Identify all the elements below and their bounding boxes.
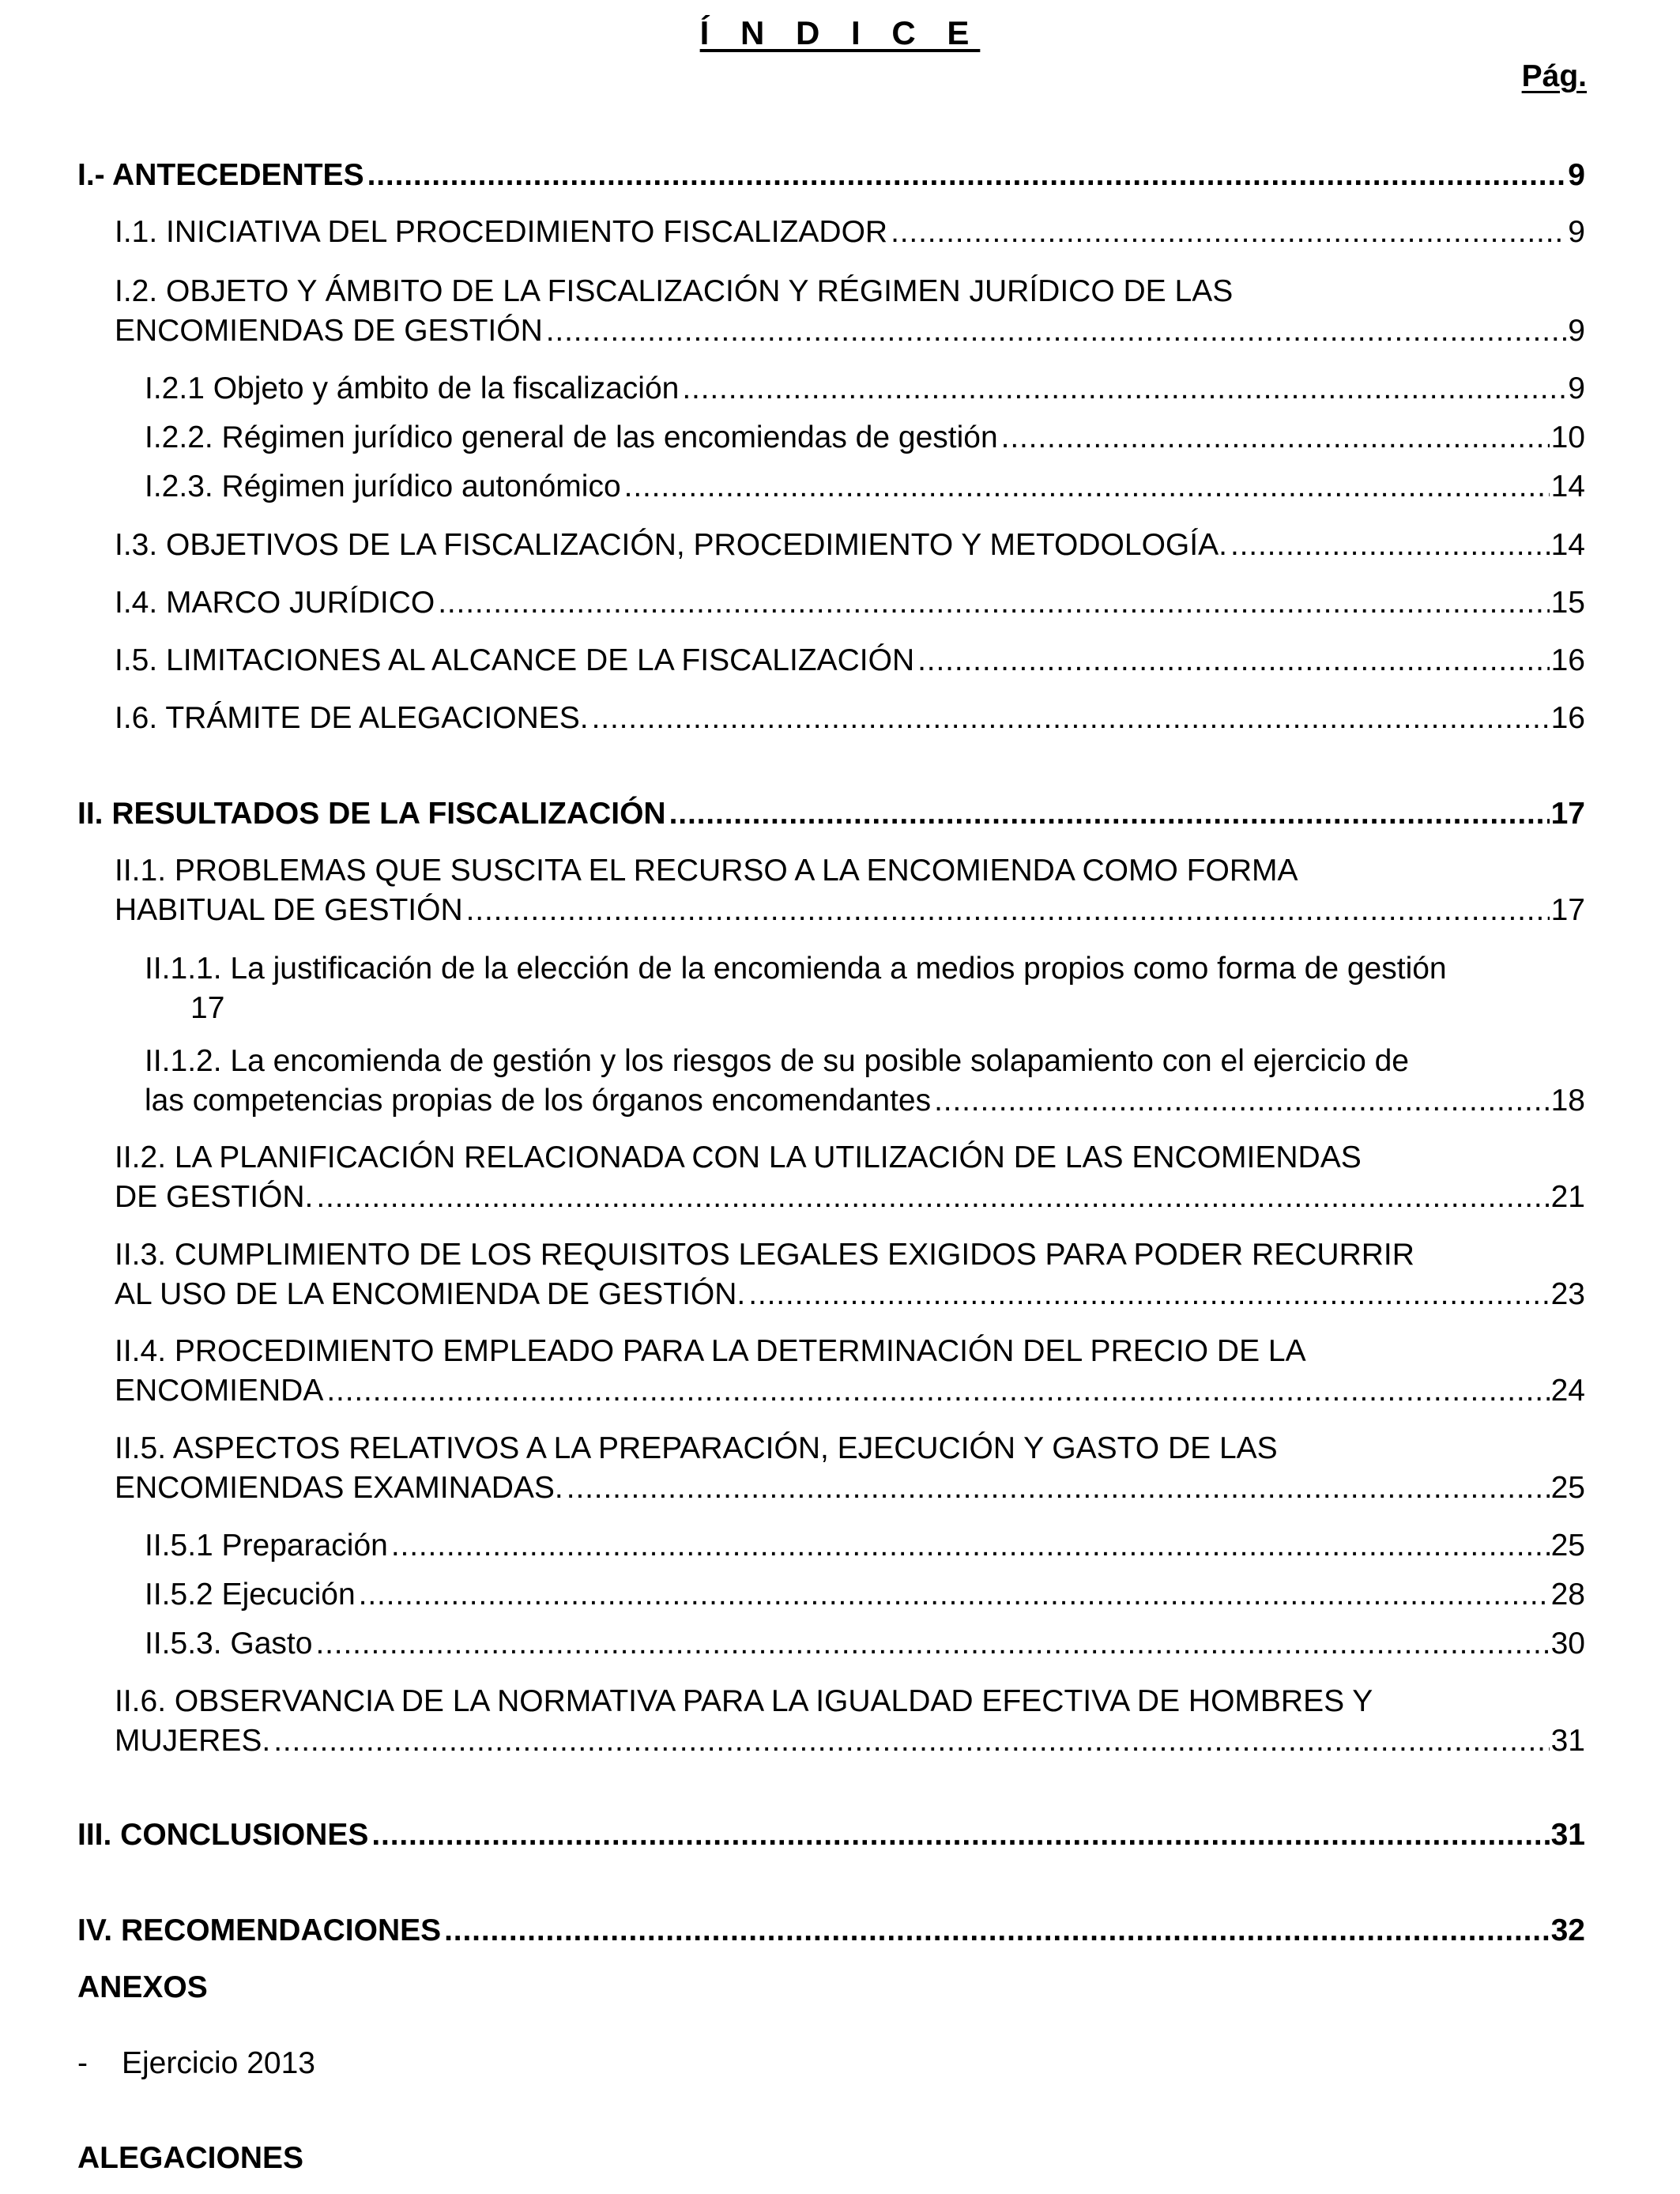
toc-entry-i22[interactable]: I.2.2. Régimen jurídico general de las encomiendas de gestión . . . 10 — [145, 418, 1585, 458]
toc-entry-ii6[interactable]: II.6. OBSERVANCIA DE LA NORMATIVA PARA LA IGUALDAD EFECTIVA DE HOMBRES Y MUJERES. . . . 31 — [115, 1682, 1585, 1761]
toc-entry-i23[interactable]: I.2.3. Régimen jurídico autonómico . . . 14 — [145, 467, 1585, 507]
toc-entry-i3[interactable]: I.3. OBJETIVOS DE LA FISCALIZACIÓN, PROCEDIMIENTO Y METODOLOGÍA. . . . 14 — [115, 526, 1585, 565]
toc-entry-ii52[interactable]: II.5.2 Ejecución . . . 28 — [145, 1575, 1585, 1615]
toc-entry-ii12[interactable]: II.1.2. La encomienda de gestión y los riesgos de su posible solapamiento con el ejercicio de las competencias propias de los órganos encomendantes . . . 18 — [145, 1042, 1585, 1121]
toc-entry-i2[interactable]: I.2. OBJETO Y ÁMBITO DE LA FISCALIZACIÓN Y RÉGIMEN JURÍDICO DE LAS ENCOMIENDAS DE GESTIÓN . . . 9 — [115, 272, 1585, 351]
toc-entry-ii53[interactable]: II.5.3. Gasto . . . 30 — [145, 1624, 1585, 1664]
toc-entry-i6[interactable]: I.6. TRÁMITE DE ALEGACIONES. . . . 16 — [115, 699, 1585, 738]
toc-entry-i5[interactable]: I.5. LIMITACIONES AL ALCANCE DE LA FISCALIZACIÓN . . . 16 — [115, 641, 1585, 680]
alegaciones-heading[interactable]: ALEGACIONES — [77, 2141, 304, 2175]
toc-entry-ii51[interactable]: II.5.1 Preparación . . . 25 — [145, 1526, 1585, 1566]
page-column-label: Pág. — [1521, 59, 1587, 93]
anexos-bullet: - — [77, 2046, 88, 2080]
toc-entry-ii1[interactable]: II.1. PROBLEMAS QUE SUSCITA EL RECURSO A LA ENCOMIENDA COMO FORMA HABITUAL DE GESTIÓN . . . 17 — [115, 851, 1585, 930]
anexos-heading: ANEXOS — [77, 1970, 208, 2004]
toc-entry-i1[interactable]: I.1. INICIATIVA DEL PROCEDIMIENTO FISCALIZADOR . . . 9 — [115, 213, 1585, 252]
toc-entry-i4[interactable]: I.4. MARCO JURÍDICO . . . 15 — [115, 583, 1585, 623]
toc-entry-resultados[interactable]: II. RESULTADOS DE LA FISCALIZACIÓN . . . 17 — [77, 794, 1585, 834]
index-title: Í N D I C E — [699, 14, 981, 51]
toc-entry-conclusiones[interactable]: III. CONCLUSIONES . . . 31 — [77, 1815, 1585, 1855]
toc-entry-ii11[interactable]: II.1.1. La justificación de la elección de la encomienda a medios propios como forma de gestión 17 — [145, 952, 1447, 1025]
toc-entry-i21[interactable]: I.2.1 Objeto y ámbito de la fiscalización . . . 9 — [145, 369, 1585, 409]
toc-entry-ii5[interactable]: II.5. ASPECTOS RELATIVOS A LA PREPARACIÓN, EJECUCIÓN Y GASTO DE LAS ENCOMIENDAS EXAMINADAS. . . . 25 — [115, 1429, 1585, 1508]
toc-entry-ii2[interactable]: II.2. LA PLANIFICACIÓN RELACIONADA CON LA UTILIZACIÓN DE LAS ENCOMIENDAS DE GESTIÓN. . . . 21 — [115, 1138, 1585, 1217]
toc-entry-recomendaciones[interactable]: IV. RECOMENDACIONES . . . 32 — [77, 1911, 1585, 1951]
anexos-item-ejercicio-2013[interactable]: Ejercicio 2013 — [122, 2046, 315, 2080]
toc-entry-ii4[interactable]: II.4. PROCEDIMIENTO EMPLEADO PARA LA DETERMINACIÓN DEL PRECIO DE LA ENCOMIENDA . . . 24 — [115, 1332, 1585, 1411]
toc-entry-ii3[interactable]: II.3. CUMPLIMIENTO DE LOS REQUISITOS LEGALES EXIGIDOS PARA PODER RECURRIR AL USO DE LA ENCOMIENDA DE GESTIÓN. . . . 23 — [115, 1235, 1585, 1314]
toc-entry-antecedentes[interactable]: I.- ANTECEDENTES . . . 9 — [77, 156, 1585, 195]
